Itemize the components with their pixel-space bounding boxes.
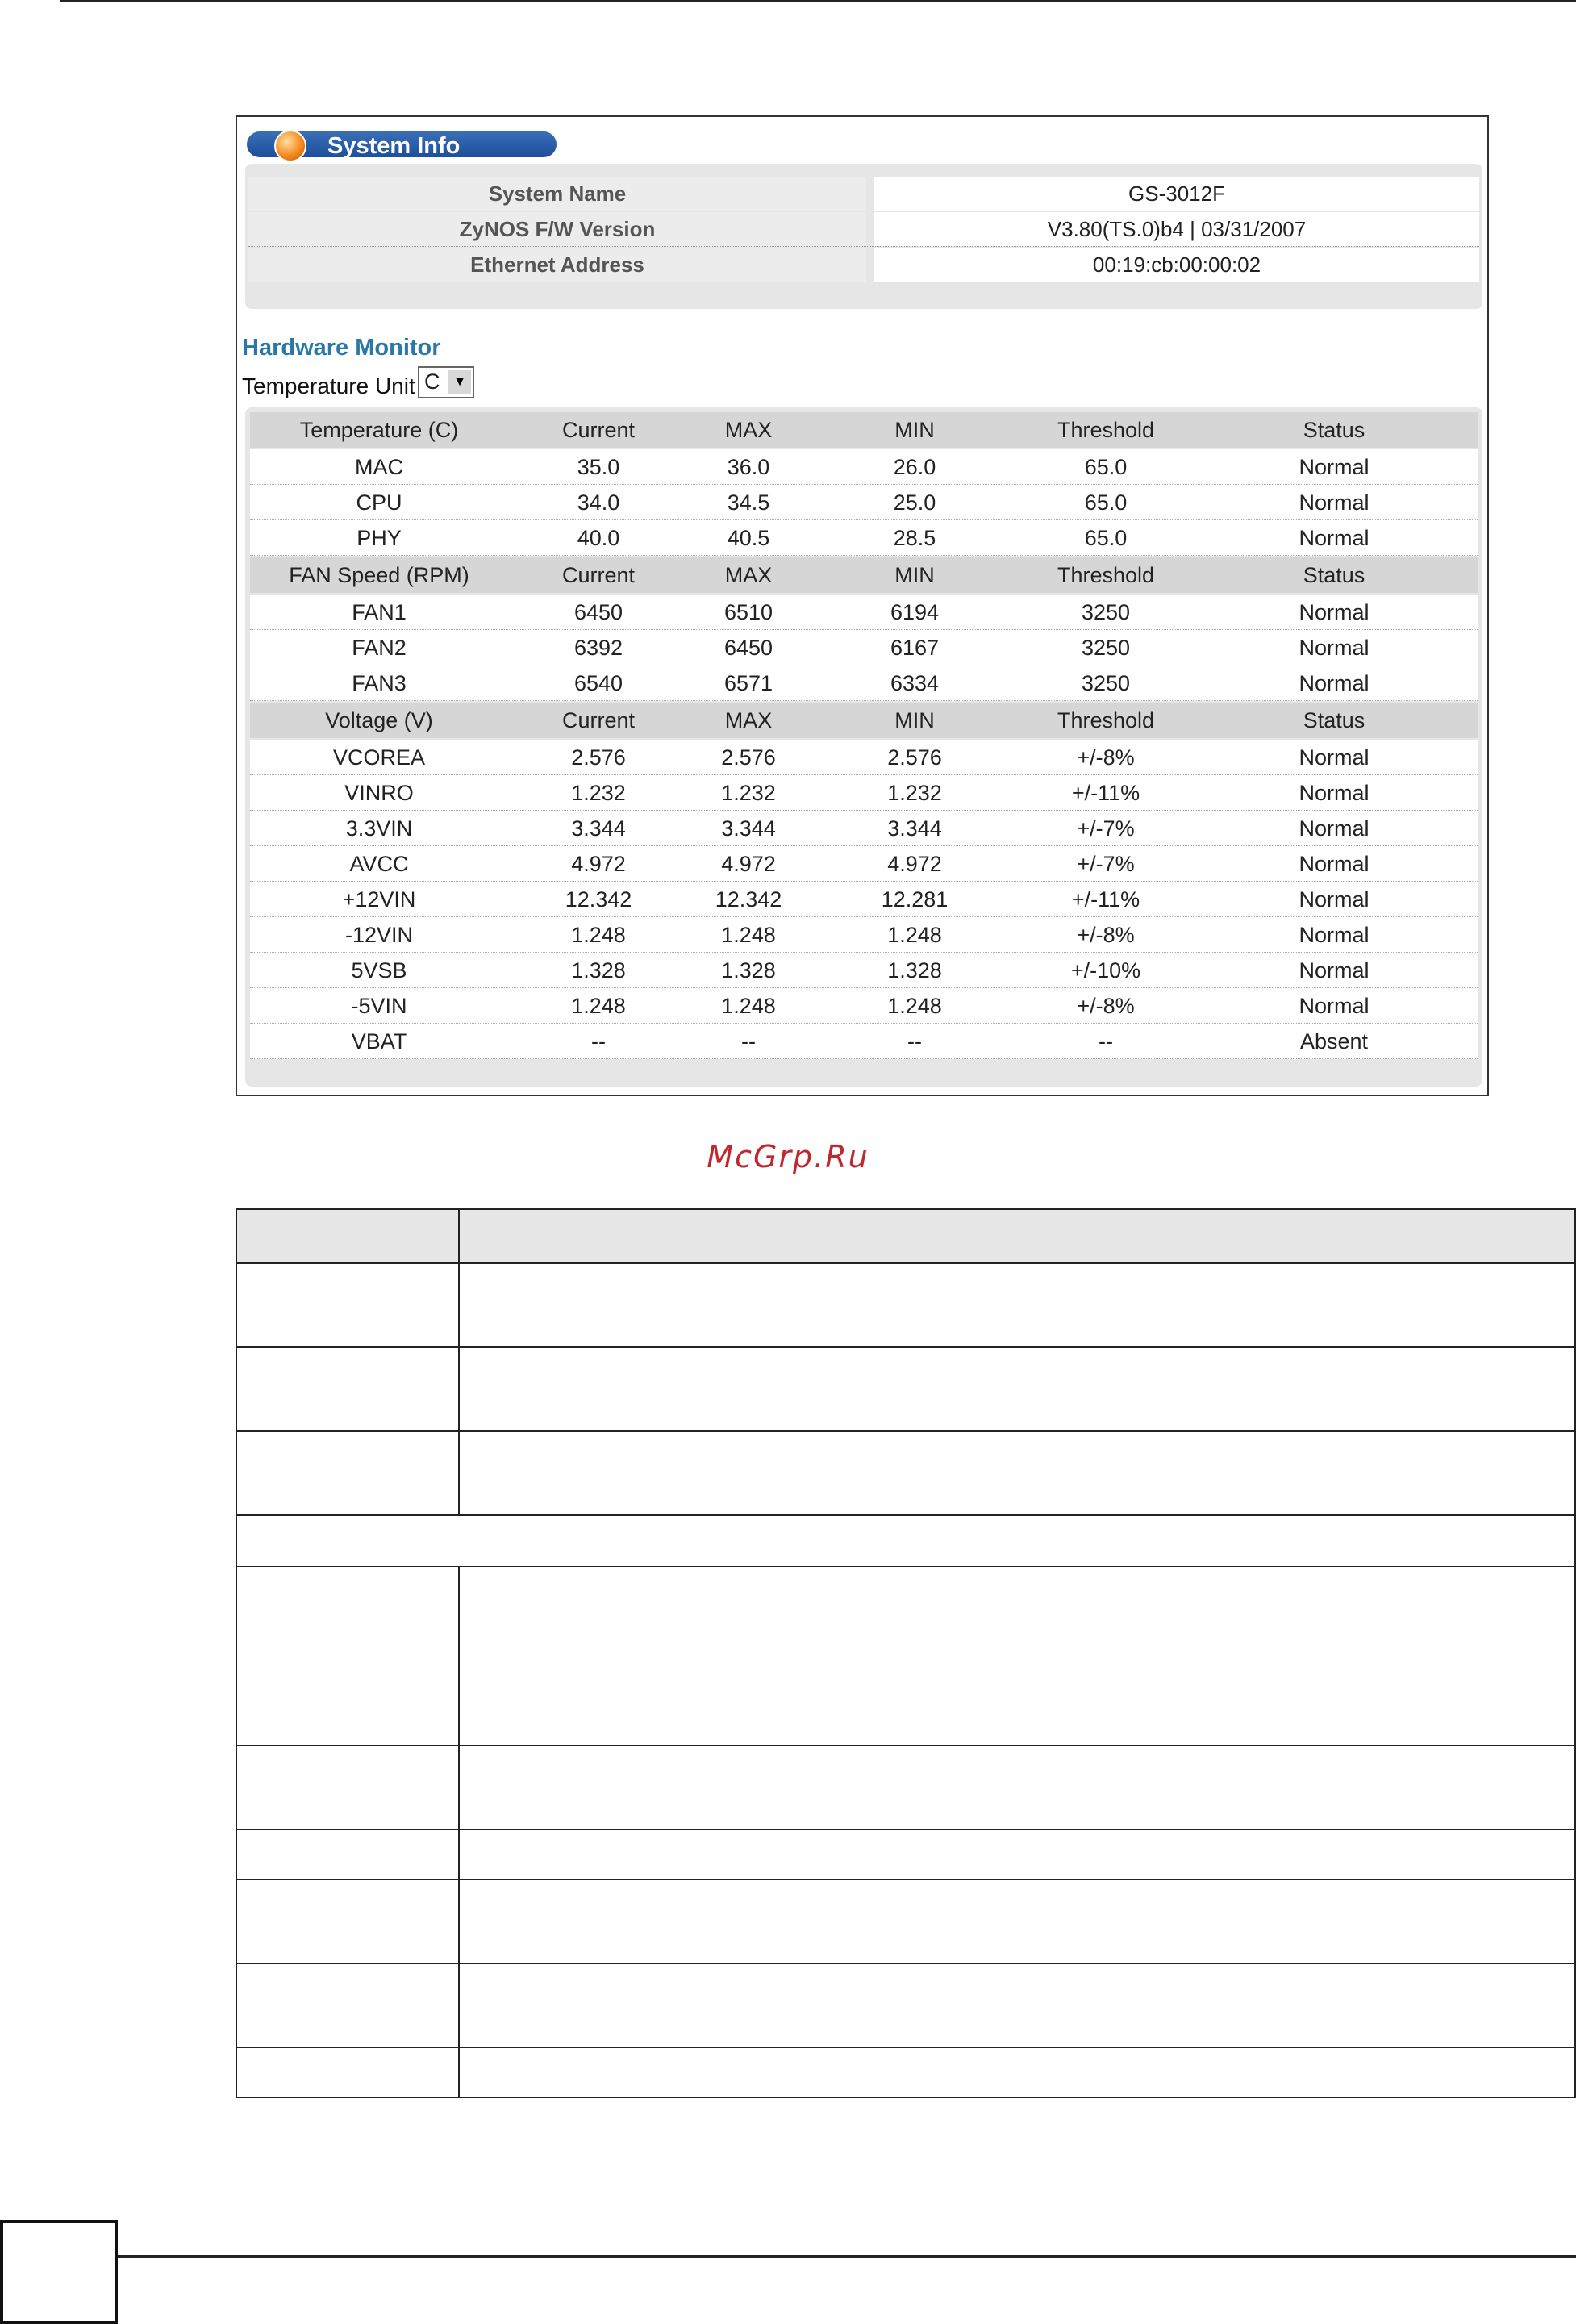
sensor-name: -5VIN <box>351 994 407 1018</box>
sensor-value: Normal <box>1299 852 1370 876</box>
sensor-value: 34.5 <box>727 490 770 515</box>
info-value: 00:19:cb:00:00:02 <box>874 248 1479 282</box>
sensor-value: 4.972 <box>721 852 776 876</box>
column-header: Threshold <box>1057 708 1155 732</box>
section-header-row <box>250 412 1478 448</box>
sensor-value: +/-11% <box>1071 887 1140 912</box>
table-row <box>236 1830 1575 1880</box>
sensor-value: Normal <box>1299 745 1370 770</box>
table-row <box>250 449 1478 485</box>
column-header: MAX <box>724 418 773 442</box>
column-header: Status <box>1303 418 1365 442</box>
sensor-name: AVCC <box>349 852 409 876</box>
sensor-value: Normal <box>1299 923 1370 947</box>
table-row <box>236 2047 1575 2097</box>
table-row <box>236 1263 1575 1347</box>
sensor-value: 3.344 <box>887 816 942 841</box>
sensor-name: VINRO <box>344 781 414 805</box>
sensor-name: FAN1 <box>352 600 407 624</box>
sensor-value: 1.232 <box>571 781 626 805</box>
sensor-value: 34.0 <box>577 490 620 515</box>
column-header: Status <box>1303 563 1365 587</box>
sensor-name: 3.3VIN <box>345 816 413 841</box>
sensor-value: Normal <box>1299 887 1370 912</box>
column-header: MIN <box>894 563 935 587</box>
sensor-value: Normal <box>1299 636 1370 660</box>
info-row-ethernet-address <box>248 248 1479 282</box>
table-row <box>236 1746 1575 1830</box>
table-row <box>250 846 1478 882</box>
sensor-value: 2.576 <box>721 745 776 770</box>
column-header: Current <box>561 708 636 732</box>
sensor-value: 35.0 <box>577 455 620 479</box>
sensor-value: 4.972 <box>571 852 626 876</box>
column-header: Threshold <box>1057 563 1155 587</box>
sensor-value: Normal <box>1299 816 1370 841</box>
column-header: MIN <box>894 708 935 732</box>
sensor-value: 3.344 <box>571 816 626 841</box>
table-row <box>250 882 1478 917</box>
column-header: Status <box>1303 708 1365 732</box>
watermark: McGrp.Ru <box>707 1139 869 1175</box>
table-row <box>236 1567 1575 1746</box>
sensor-value: +/-11% <box>1071 781 1140 805</box>
sensor-value: 40.0 <box>577 526 620 550</box>
sensor-value: 65.0 <box>1084 526 1128 550</box>
section-header-row <box>250 557 1478 593</box>
system-info-title: System Info <box>327 133 461 159</box>
sensor-value: 4.972 <box>887 852 942 876</box>
sensor-value: 6392 <box>573 636 623 660</box>
sensor-name: PHY <box>356 526 402 550</box>
orb-icon <box>274 130 306 162</box>
sensor-value: 1.232 <box>887 781 942 805</box>
table-row <box>250 630 1478 665</box>
sensor-value: 65.0 <box>1084 490 1128 515</box>
sensor-value: Normal <box>1299 490 1370 515</box>
sensor-value: 6450 <box>573 600 623 624</box>
table-row <box>236 1431 1575 1515</box>
column-header: MAX <box>724 563 773 587</box>
table-row <box>250 811 1478 846</box>
sensor-value: 6194 <box>890 600 940 624</box>
sensor-value: 2.576 <box>571 745 626 770</box>
table-row <box>250 520 1478 556</box>
sensor-name: +12VIN <box>342 887 416 912</box>
sensor-name: FAN2 <box>352 636 407 660</box>
sensor-name: FAN3 <box>352 671 407 695</box>
sensor-value: 12.342 <box>565 887 632 912</box>
sensor-value: 12.281 <box>881 887 949 912</box>
sensor-value: +/-7% <box>1077 852 1135 876</box>
sensor-name: CPU <box>356 490 402 515</box>
sensor-value: -- <box>741 1029 756 1054</box>
sensor-value: 1.328 <box>721 958 776 983</box>
chevron-down-icon[interactable]: ▼ <box>448 370 471 394</box>
sensor-value: 6334 <box>890 671 940 695</box>
temperature-unit-value: C <box>424 369 440 394</box>
table-row <box>250 665 1478 701</box>
sensor-value: 40.5 <box>727 526 770 550</box>
sensor-name: MAC <box>355 455 403 479</box>
info-value: V3.80(TS.0)b4 | 03/31/2007 <box>874 212 1479 246</box>
info-value: GS-3012F <box>874 177 1479 211</box>
sensor-value: 6540 <box>573 671 623 695</box>
table-row <box>236 1963 1575 2047</box>
system-info-box <box>245 164 1482 309</box>
system-info-title-bar <box>247 131 787 157</box>
sensor-value: 2.576 <box>887 745 942 770</box>
info-row-firmware-version <box>248 212 1479 247</box>
sensor-value: 1.248 <box>887 923 942 947</box>
sensor-value: 1.248 <box>721 923 776 947</box>
sensor-value: 6571 <box>723 671 773 695</box>
sensor-value: +/-7% <box>1077 816 1135 841</box>
sensor-value: 1.248 <box>887 994 942 1018</box>
sensor-value: 26.0 <box>893 455 936 479</box>
description-table <box>236 1208 1576 2098</box>
column-header: Threshold <box>1057 418 1155 442</box>
sensor-name: VCOREA <box>332 745 426 770</box>
sensor-name: -12VIN <box>344 923 414 947</box>
sensor-value: 6510 <box>723 600 773 624</box>
sensor-value: 12.342 <box>715 887 782 912</box>
bottom-rule <box>118 2255 1576 2258</box>
sensor-value: 6167 <box>890 636 940 660</box>
sensor-value: +/-10% <box>1070 958 1141 983</box>
sensor-value: 3.344 <box>721 816 776 841</box>
temperature-unit-select[interactable] <box>418 366 474 398</box>
sensor-value: Absent <box>1299 1029 1369 1054</box>
sensor-value: 3250 <box>1081 671 1131 695</box>
table-row <box>250 740 1478 775</box>
table-row <box>250 988 1478 1024</box>
table-header-row <box>236 1209 1575 1263</box>
hardware-monitor-table <box>245 407 1482 1087</box>
column-header: Current <box>561 418 636 442</box>
sensor-value: 65.0 <box>1084 455 1128 479</box>
sensor-value: Normal <box>1299 671 1370 695</box>
table-section-row <box>236 1515 1575 1567</box>
info-row-system-name <box>248 177 1479 211</box>
column-header: Current <box>561 563 636 587</box>
sensor-value: -- <box>591 1029 606 1054</box>
info-label: Ethernet Address <box>248 248 866 282</box>
sensor-value: Normal <box>1299 994 1370 1018</box>
sensor-value: 1.328 <box>887 958 942 983</box>
sensor-value: 1.248 <box>721 994 776 1018</box>
column-header: MIN <box>894 418 935 442</box>
sensor-value: 6450 <box>723 636 773 660</box>
sensor-value: +/-8% <box>1077 994 1135 1018</box>
table-row <box>250 485 1478 520</box>
table-row <box>250 1024 1478 1059</box>
column-header: FAN Speed (RPM) <box>289 563 469 587</box>
sensor-value: Normal <box>1299 455 1370 479</box>
table-row <box>250 595 1478 630</box>
sensor-value: Normal <box>1299 958 1370 983</box>
sensor-value: 1.248 <box>571 994 626 1018</box>
column-header: Temperature (C) <box>299 418 459 442</box>
table-row <box>236 1347 1575 1431</box>
sensor-value: 1.328 <box>571 958 626 983</box>
table-row <box>250 917 1478 953</box>
column-header: Voltage (V) <box>325 708 433 732</box>
sensor-value: -- <box>1099 1029 1113 1054</box>
info-label: ZyNOS F/W Version <box>248 212 866 246</box>
sensor-value: Normal <box>1299 781 1370 805</box>
table-row <box>250 775 1478 811</box>
temperature-unit-label: Temperature Unit <box>242 373 415 398</box>
table-row <box>250 953 1478 988</box>
sensor-value: 25.0 <box>893 490 936 515</box>
sensor-value: 36.0 <box>727 455 770 479</box>
sensor-name: 5VSB <box>351 958 407 983</box>
info-label: System Name <box>248 177 866 211</box>
sensor-name: VBAT <box>351 1029 407 1054</box>
section-header-row <box>250 703 1478 738</box>
sensor-value: 3250 <box>1081 600 1131 624</box>
column-header: MAX <box>724 708 773 732</box>
sensor-value: +/-8% <box>1077 923 1135 947</box>
table-row <box>236 1880 1575 1963</box>
sensor-value: -- <box>907 1029 922 1054</box>
sensor-value: 3250 <box>1081 636 1131 660</box>
sensor-value: Normal <box>1299 600 1370 624</box>
page-number-box <box>0 2220 118 2324</box>
hardware-monitor-title: Hardware Monitor <box>242 335 441 361</box>
sensor-value: Normal <box>1299 526 1370 550</box>
system-info-screenshot <box>236 115 1489 1096</box>
sensor-value: 1.248 <box>571 923 626 947</box>
sensor-value: 1.232 <box>721 781 776 805</box>
sensor-value: 28.5 <box>893 526 936 550</box>
top-rule <box>60 0 1576 2</box>
sensor-value: +/-8% <box>1077 745 1135 770</box>
